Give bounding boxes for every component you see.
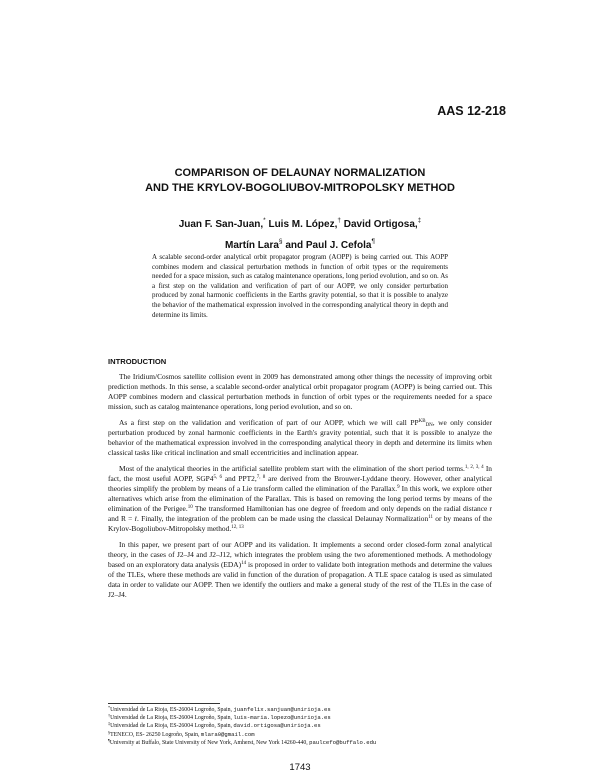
footnote-mark: †	[337, 217, 341, 224]
footnote	[108, 706, 492, 714]
footnote	[108, 722, 492, 730]
footnote	[108, 731, 492, 739]
text-span: In this paper, we present part of our AOPP and its validation. It implements a second order closed-form zonal analytical theory, in the cases of J2–J4 and J2–J12, which integrates the problem using the two aforementioned methods. A methodology based on an exploratory data analysis (EDA)	[108, 540, 492, 569]
citation: 11	[428, 515, 434, 520]
footnote-mark: *	[108, 705, 111, 710]
email-link[interactable]: david.ortigosa@unirioja.es	[233, 722, 321, 730]
author-name: and Paul J. Cefola	[285, 240, 372, 251]
footnote-text: University at Buffalo, State University of New York, Amherst, New York 14260-440,	[109, 739, 310, 746]
footnote-mark: §	[278, 238, 283, 245]
footnote-text: TENECO, ES- 26250 Logroño, Spain,	[110, 731, 201, 738]
email-link[interactable]: juanfelix.sanjuan@unirioja.es	[233, 706, 331, 713]
email-link[interactable]: mlara0@gmail.com	[200, 730, 255, 738]
text-span: Most of the analytical theories in the artificial satellite problem start with the elimination of the short period terms.	[119, 464, 465, 473]
author-name: Martín Lara	[225, 240, 279, 251]
footnote-mark: †	[108, 713, 111, 719]
text-span: In this work, we explore other alternatives which arise from the elimination of the Parallax. This is based on removing the long period terms by means of the elimination of the Perigee.	[108, 484, 492, 513]
citation: 10	[187, 505, 193, 510]
footnotes	[108, 706, 492, 747]
page-number: 1743	[289, 762, 311, 773]
citation: 12, 13	[231, 525, 244, 530]
footnote-rule	[108, 703, 220, 704]
author-line-2	[0, 233, 600, 254]
footnote-mark: ¶	[108, 737, 110, 743]
text-span: and PPT2,	[222, 474, 257, 483]
text-span: , we only consider perturbation produced by zonal harmonic coefficients in the Earth's gravity potential, such that it is possible to analyze the behavior of the mathematical expression involved in the corresponding analytical theory in depth and determine its limits when classical tasks like critical inclination and small eccentricities and inclination appear.	[108, 418, 492, 457]
paragraph: The Iridium/Cosmos satellite collision event in 2009 has demonstrated among other things the necessity of improving orbit prediction methods. In this sense, a scalable second-order analytical orbit propagator program (AOPP) is being carried out. This AOPP combines modern and classical perturbation methods in function of orbit types or the requirements needed for a space mission, such as catalog maintenance operations, long period evolution, and so on.	[108, 372, 492, 411]
body-text	[108, 372, 492, 606]
title-line-2: AND THE KRYLOV-BOGOLIUBOV-MITROPOLSKY METHOD	[145, 182, 455, 194]
author-line-1	[0, 212, 600, 233]
email-link[interactable]: paulcefo@buffalo.edu	[309, 738, 377, 746]
citation: 7, 8	[256, 475, 266, 480]
text-span: As a first step on the validation and verification of part of our AOPP, which we will call PP	[119, 418, 419, 427]
email-link[interactable]: luis-maria.lopezo@unirioja.es	[233, 714, 331, 722]
paper-title	[0, 166, 600, 196]
math-sub: DN	[425, 423, 433, 428]
citation: 5, 6	[213, 475, 223, 480]
paper-id: AAS 12-218	[437, 104, 506, 118]
paragraph	[108, 418, 492, 458]
footnote-text: Universidad de La Rioja, ES-26004 Logroño, Spain,	[110, 707, 234, 713]
author-name: David Ortigosa,	[343, 219, 418, 230]
text-span: In fact, the most useful AOPP, SGP4	[108, 464, 493, 483]
title-line-1: COMPARISON OF DELAUNAY NORMALIZATION	[174, 167, 426, 179]
footnote-mark: §	[108, 729, 111, 735]
footnote-mark: ¶	[371, 238, 375, 245]
footnote-mark: ‡	[108, 721, 111, 727]
citation: 1, 2, 3, 4	[464, 465, 484, 470]
math-sup: KB	[418, 419, 426, 424]
citation: 14	[241, 561, 247, 566]
section-heading: INTRODUCTION	[108, 357, 167, 366]
footnote-mark: *	[263, 217, 266, 224]
footnote-mark: ‡	[417, 217, 422, 224]
footnote	[108, 739, 492, 747]
paragraph	[108, 464, 492, 534]
citation: 9	[397, 485, 400, 490]
text-span: are derived from the Brouwer-Lyddane theory. However, other analytical theories simplify the problem by means of a Lie transform called the elimination of the Parallax.	[108, 474, 493, 493]
author-name: Luis M. López,	[268, 219, 338, 230]
abstract: A scalable second-order analytical orbit propagator program (AOPP) is being carried out. This AOPP combines modern and classical perturbation methods in function of orbit types or the requirements needed for a space mission, such as catalog maintenance operations, long period evolution, and so on. As a first step on the validation and verification of part of our AOPP, we only consider perturbation produced by zonal harmonic coefficients in the Earths gravity potential, so that it is possible to analyze the behavior of the mathematical expression involved in the corresponding analytical theory in depth and determine its limits.	[152, 253, 448, 319]
text-span: is proposed in order to validate both integration methods and determine the values of the TLEs, where these methods are valid in function of the duration of propagation. A TLE space catalog is used as simulated data in order to validate our AOPP. Then we identify the outliers and make a general study of the rest of the TLEs in the case of J2–J4.	[108, 560, 493, 599]
text-span: or by means of the Krylov-Bogoliubov-Mitropolsky method.	[108, 514, 492, 533]
text-span: The transformed Hamiltonian has one degree of freedom and only depends on the radial distance r and R = ṙ. Finally, the integration of the problem can be made using the classical Delaunay Normalization	[108, 504, 493, 523]
paragraph	[108, 540, 492, 600]
footnote-text: Universidad de La Rioja, ES-26004 Logroño, Spain,	[110, 715, 234, 722]
author-name: Juan F. San-Juan,	[178, 219, 264, 230]
footnote-text: Universidad de La Rioja, ES-26004 Logroño, Spain,	[110, 723, 234, 730]
author-list	[0, 212, 600, 254]
